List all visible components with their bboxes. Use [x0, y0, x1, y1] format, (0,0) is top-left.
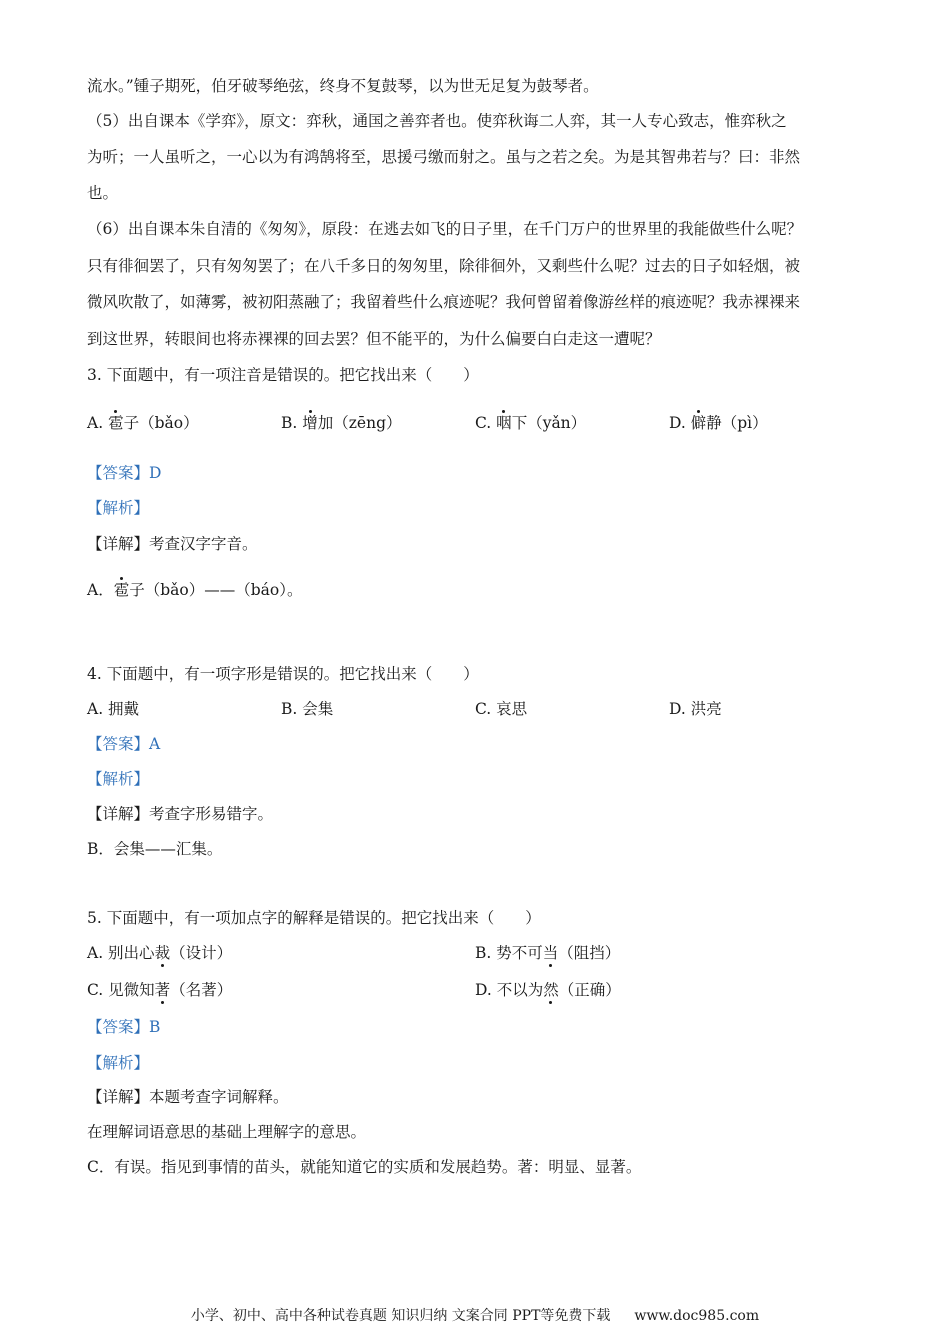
dotted-char: 咽: [496, 414, 512, 432]
option-a: A. 别出心裁（设计）: [87, 944, 233, 962]
question-stem: 4. 下面题中，有一项字形是错误的。把它找出来（ ）: [87, 665, 479, 683]
answer-label: 【答案】B: [87, 1018, 161, 1036]
footer-text: 小学、初中、高中各种试卷真题 知识归纳 文案合同 PPT等免费下载: [190, 1308, 611, 1324]
text-line: 只有徘徊罢了，只有匆匆罢了；在八千多日的匆匆里，除徘徊外，又剩些什么呢？过去的日子如轻烟，被: [87, 257, 801, 275]
text-line: 流水。”锺子期死，伯牙破琴绝弦，终身不复鼓琴，以为世无足复为鼓琴者。: [87, 77, 599, 95]
dotted-char: 僻: [690, 414, 707, 432]
option-a: A. 雹子（bǎo）: [87, 414, 199, 432]
dotted-char: 增: [302, 414, 318, 432]
explain-text: A．雹子（bǎo）——（báo）。: [87, 581, 303, 599]
explain-text: C．有误。指见到事情的苗头，就能知道它的实质和发展趋势。著：明显、显著。: [87, 1158, 642, 1176]
dotted-char: 雹: [108, 414, 124, 432]
analysis-label: 【解析】: [87, 499, 150, 517]
footer-link[interactable]: www.doc985.com: [634, 1308, 760, 1324]
option-d: D. 洪亮: [669, 700, 722, 718]
analysis-label: 【解析】: [87, 770, 150, 788]
page-footer: [0, 1306, 950, 1326]
dotted-char: 当: [542, 944, 559, 962]
text-line: （5）出自课本《学弈》，原文：弈秋，通国之善弈者也。使弈秋诲二人弈，其一人专心致志，惟弈秋之: [87, 112, 787, 130]
dotted-char: 然: [543, 981, 559, 999]
text-line: 到这世界，转眼间也将赤裸裸的回去罢？但不能平的，为什么偏要白白走这一遭呢？: [87, 330, 661, 348]
text-line: 为听；一人虽听之，一心以为有鸿鹄将至，思援弓缴而射之。虽与之若之矣。为是其智弗若与？曰：非然: [87, 148, 801, 166]
option-d: D. 不以为然（正确）: [475, 981, 621, 999]
option-b: B. 会集: [281, 700, 334, 718]
detail-text: 【详解】考查字形易错字。: [87, 805, 274, 823]
dotted-char: 雹: [113, 581, 130, 599]
explain-text: 在理解词语意思的基础上理解字的意思。: [87, 1123, 367, 1141]
option-c: C. 咽下（yǎn）: [475, 414, 587, 432]
question-stem: 5. 下面题中，有一项加点字的解释是错误的。把它找出来（ ）: [87, 909, 541, 927]
explain-text: B．会集——汇集。: [87, 840, 223, 858]
detail-text: 【详解】本题考查字词解释。: [87, 1088, 289, 1106]
option-c: C. 哀思: [475, 700, 528, 718]
detail-text: 【详解】考查汉字字音。: [87, 535, 258, 553]
text-line: （6）出自课本朱自清的《匆匆》，原段：在逃去如飞的日子里，在千门万户的世界里的我能做些什么呢？: [87, 220, 803, 238]
analysis-label: 【解析】: [87, 1054, 150, 1072]
question-stem: 3. 下面题中，有一项注音是错误的。把它找出来（ ）: [87, 366, 479, 384]
text-line: 微风吹散了，如薄雾，被初阳蒸融了；我留着些什么痕迹呢？我何曾留着像游丝样的痕迹呢？我赤裸裸来: [87, 293, 801, 311]
option-a: A. 拥戴: [87, 700, 140, 718]
option-b: B. 势不可当（阻挡）: [475, 944, 621, 962]
option-d: D. 僻静（pì）: [669, 414, 768, 432]
option-c: C. 见微知著（名著）: [87, 981, 233, 999]
option-b: B. 增加（zēng）: [281, 414, 402, 432]
text-line: 也。: [87, 184, 119, 202]
dotted-char: 裁: [154, 944, 171, 962]
answer-label: 【答案】D: [87, 464, 162, 482]
dotted-char: 著: [154, 981, 171, 999]
answer-label: 【答案】A: [87, 735, 161, 753]
